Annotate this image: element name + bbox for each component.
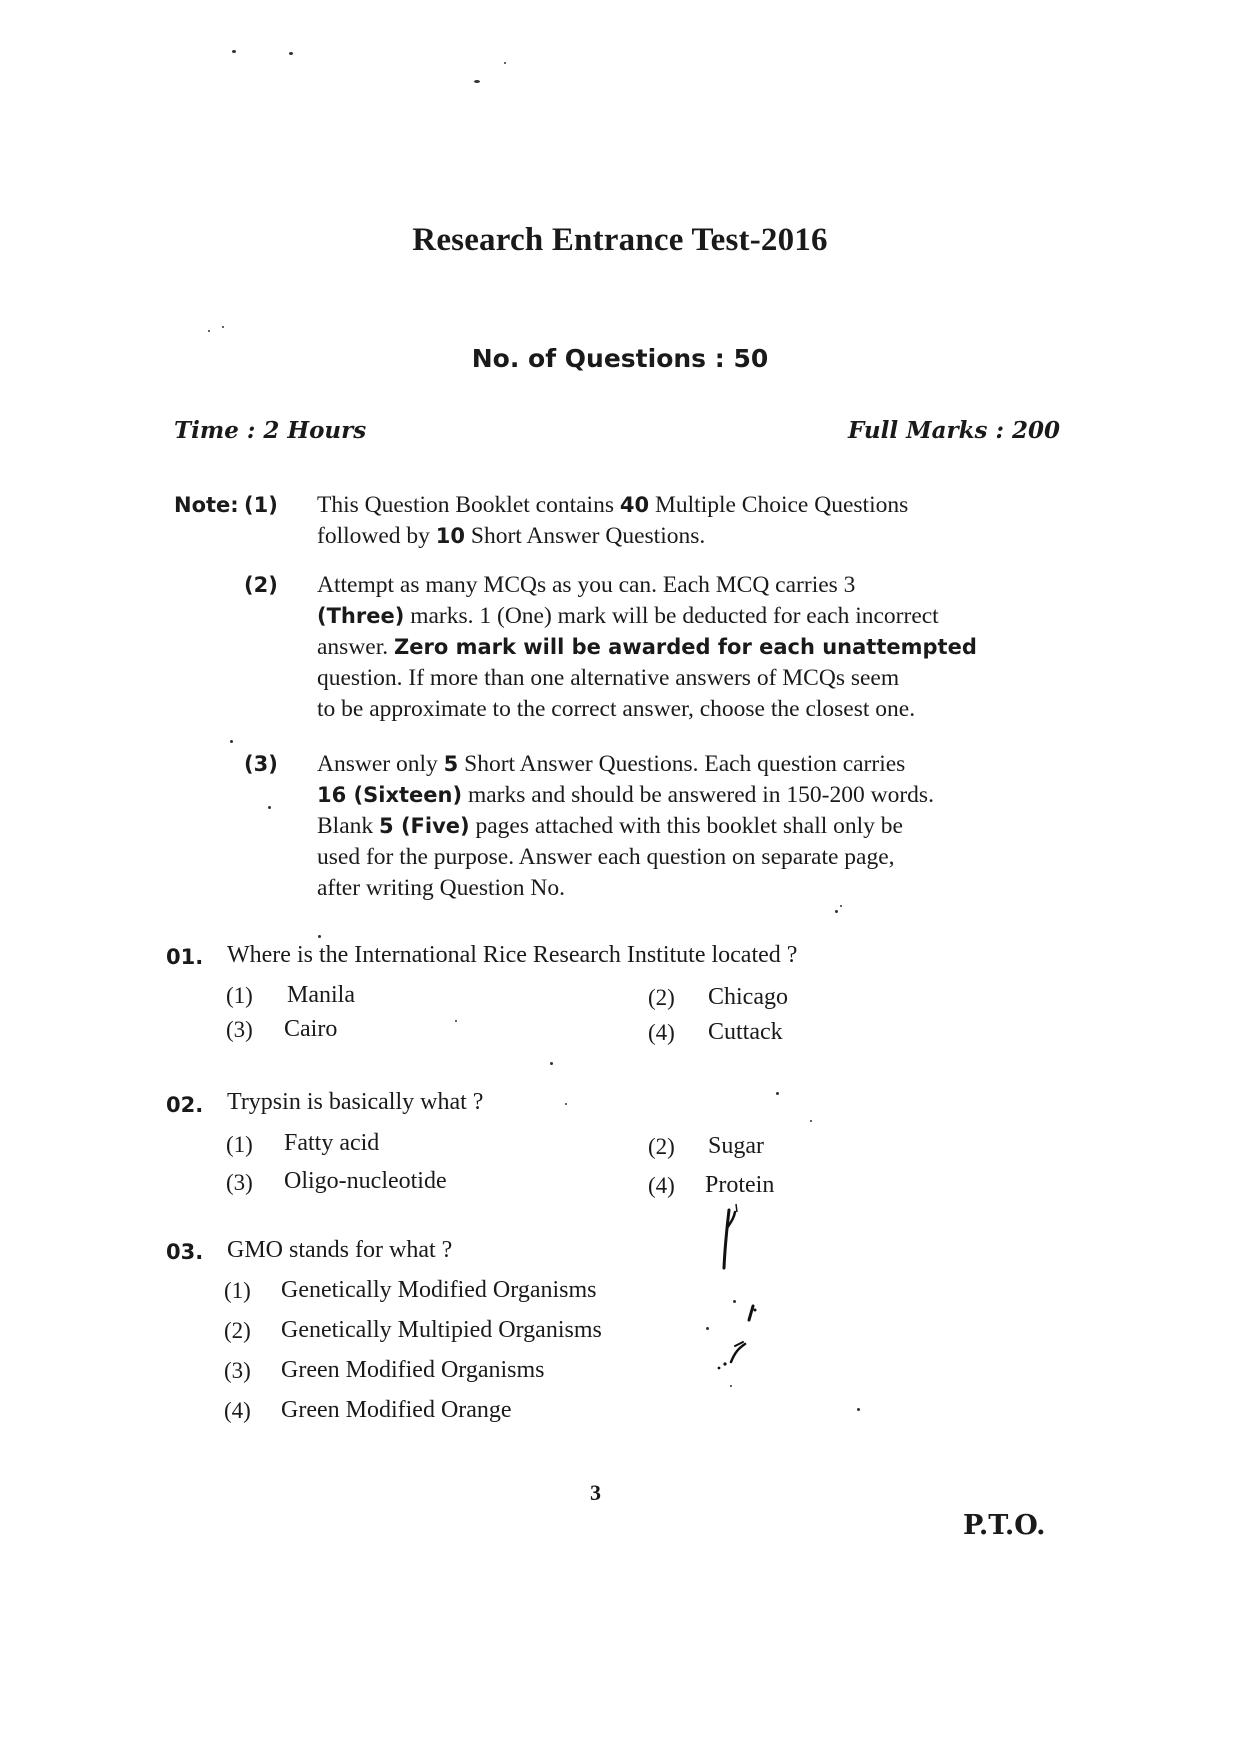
option-number: (3) xyxy=(224,1358,251,1383)
option-number: (4) xyxy=(648,1173,675,1198)
page-number: 3 xyxy=(590,1480,601,1505)
note-number: (3) xyxy=(244,752,278,776)
scan-speck xyxy=(268,806,271,809)
note-line: followed by 10 Short Answer Questions. xyxy=(317,523,706,549)
scan-speck xyxy=(835,910,838,913)
option-number: (4) xyxy=(648,1020,675,1045)
question-text: GMO stands for what ? xyxy=(227,1237,453,1263)
note-2-text xyxy=(317,570,1062,725)
option-text: Manila xyxy=(287,982,355,1008)
pto-label: P.T.O. xyxy=(963,1510,1046,1541)
note-label: Note: xyxy=(174,493,239,517)
scan-speck xyxy=(776,1092,779,1095)
note-line: This Question Booklet contains 40 Multiple Choice Questions xyxy=(317,492,909,518)
option-text: Genetically Modified Organisms xyxy=(281,1277,597,1303)
question-text: Where is the International Rice Research Institute located ? xyxy=(227,942,798,968)
option-number: (1) xyxy=(224,1278,251,1303)
option-text: Cairo xyxy=(284,1016,338,1042)
question-number: 03. xyxy=(166,1240,204,1264)
note-line: 16 (Sixteen) marks and should be answered in 150-200 words. xyxy=(317,782,934,808)
question-text: Trypsin is basically what ? xyxy=(227,1089,484,1115)
scan-speck xyxy=(810,1120,812,1122)
note-line: Answer only 5 Short Answer Questions. Each question carries xyxy=(317,751,906,777)
pen-scribble-mark xyxy=(715,1200,755,1290)
option-number: (3) xyxy=(226,1170,253,1195)
pen-scribble-mark xyxy=(735,1302,765,1332)
note-line: after writing Question No. xyxy=(317,875,566,901)
note-line: Blank 5 (Five) pages attached with this booklet shall only be xyxy=(317,813,903,839)
scan-speck xyxy=(565,1103,567,1105)
option-number: (1) xyxy=(226,983,253,1008)
option-text: Fatty acid xyxy=(284,1130,380,1156)
option-text: Sugar xyxy=(708,1133,764,1159)
option-number: (2) xyxy=(648,985,675,1010)
note-line: answer. Zero mark will be awarded for each unattempted xyxy=(317,634,977,660)
option-text: Cuttack xyxy=(708,1019,783,1045)
option-number: (4) xyxy=(224,1398,251,1423)
scan-speck xyxy=(504,62,506,64)
option-number: (2) xyxy=(224,1318,251,1343)
scan-speck xyxy=(730,1385,732,1387)
option-number: (2) xyxy=(648,1134,675,1159)
option-text: Genetically Multipied Organisms xyxy=(281,1317,602,1343)
note-number: (1) xyxy=(244,493,278,517)
scan-speck xyxy=(840,905,842,907)
note-number: (2) xyxy=(244,573,278,597)
question-number: 02. xyxy=(166,1093,204,1117)
note-1-text xyxy=(317,490,1062,552)
scan-speck xyxy=(318,935,321,938)
scan-speck xyxy=(706,1327,709,1330)
note-line: used for the purpose. Answer each question on separate page, xyxy=(317,844,895,870)
note-line: (Three) marks. 1 (One) mark will be deducted for each incorrect xyxy=(317,603,939,629)
page-title: Research Entrance Test-2016 xyxy=(412,222,828,258)
scan-speck xyxy=(232,50,236,53)
scan-speck xyxy=(230,740,233,743)
option-text: Protein xyxy=(705,1172,775,1198)
note-line: to be approximate to the correct answer, choose the closest one. xyxy=(317,696,916,722)
note-line: question. If more than one alternative answers of MCQs seem xyxy=(317,665,900,691)
time-allowed: Time : 2 Hours xyxy=(174,417,367,444)
scan-speck xyxy=(550,1062,553,1065)
note-3-text xyxy=(317,749,1062,904)
option-text: Oligo-nucleotide xyxy=(284,1168,447,1194)
scan-speck xyxy=(857,1408,860,1411)
option-number: (3) xyxy=(226,1017,253,1042)
option-text: Chicago xyxy=(708,984,788,1010)
question-number: 01. xyxy=(166,945,204,969)
note-line: Attempt as many MCQs as you can. Each MCQ carries 3 xyxy=(317,572,856,598)
questions-count: No. of Questions : 50 xyxy=(471,344,769,373)
scan-speck xyxy=(208,330,210,332)
option-text: Green Modified Organisms xyxy=(281,1357,545,1383)
scan-speck xyxy=(222,326,224,328)
option-number: (1) xyxy=(226,1132,253,1157)
full-marks: Full Marks : 200 xyxy=(847,417,1060,444)
scan-speck xyxy=(474,80,480,83)
option-text: Green Modified Orange xyxy=(281,1397,512,1423)
pen-scribble-mark xyxy=(705,1338,755,1378)
scan-speck xyxy=(289,52,293,55)
scan-speck xyxy=(455,1020,457,1022)
